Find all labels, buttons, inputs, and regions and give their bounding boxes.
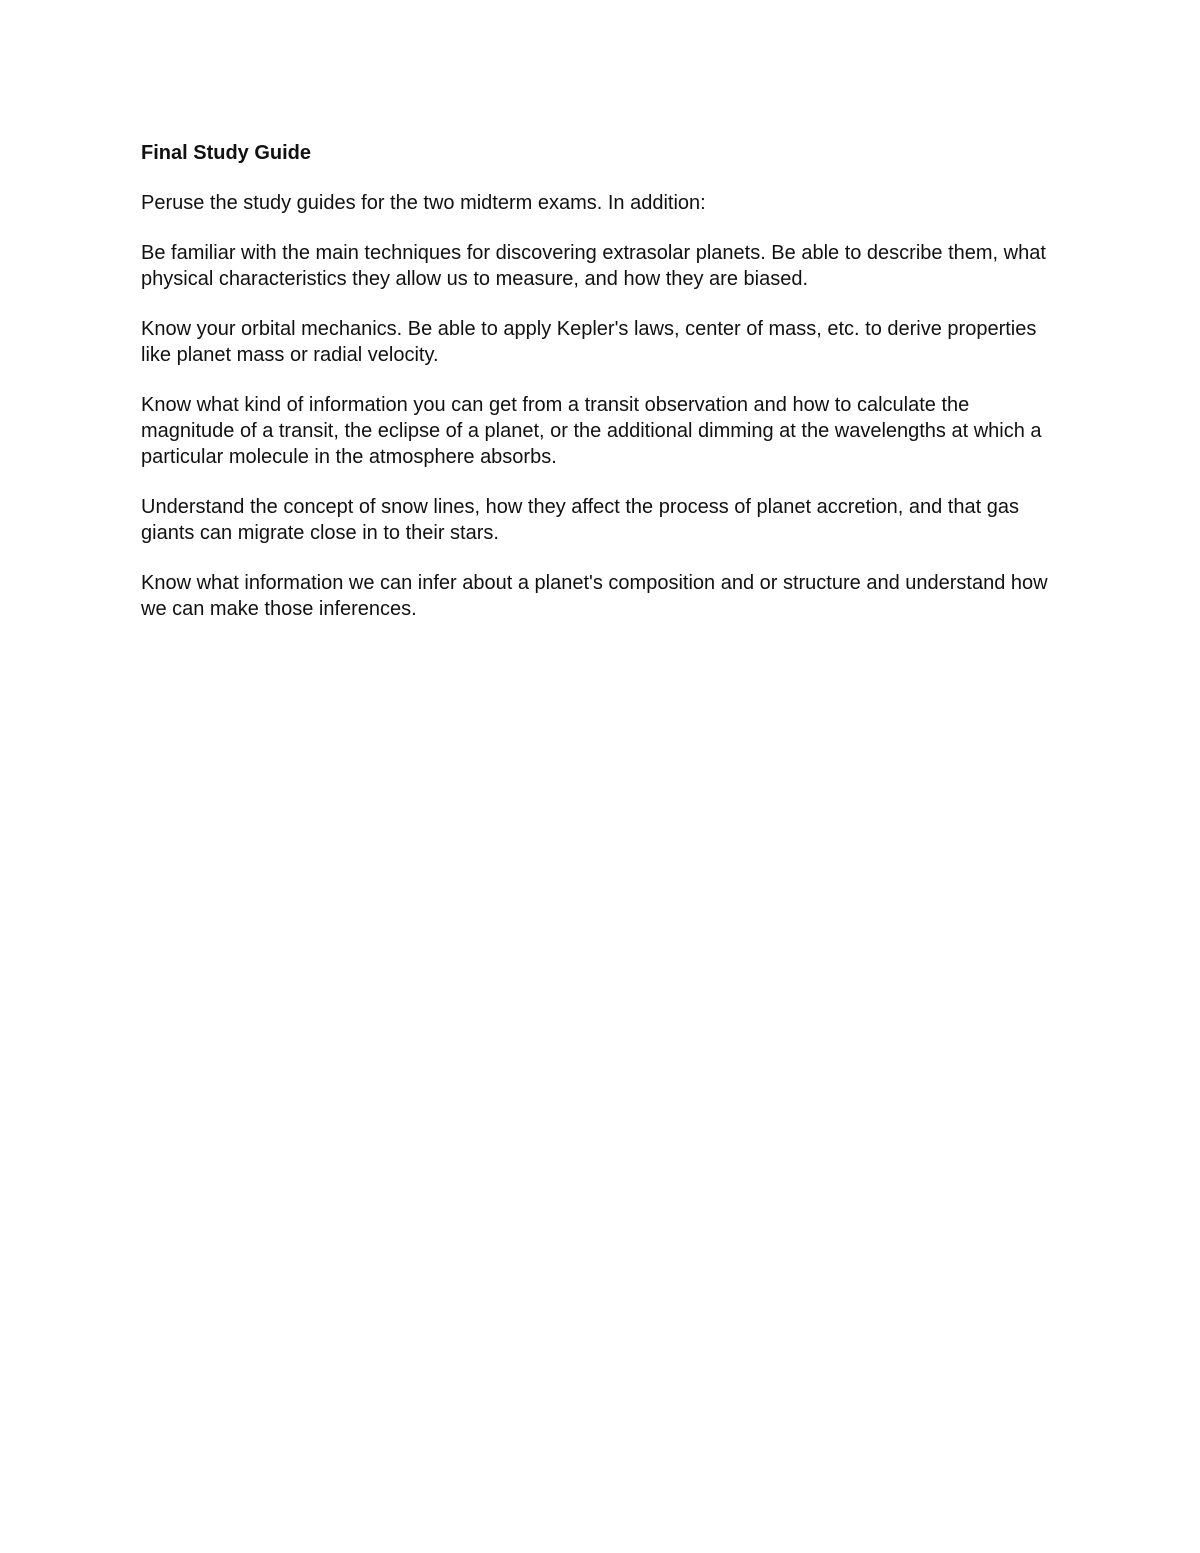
intro-paragraph: Peruse the study guides for the two midterm exams. In addition: xyxy=(141,192,706,214)
paragraph-planet-composition: Know what information we can infer about a planet's composition and or structure and understand how we can make those inferences. xyxy=(141,572,1048,620)
document-body xyxy=(141,140,1061,646)
paragraph-detection-techniques: Be familiar with the main techniques for discovering extrasolar planets. Be able to describe them, what physical characteristics they allow us to measure, and how they are biased. xyxy=(141,242,1046,290)
paragraph-orbital-mechanics: Know your orbital mechanics. Be able to apply Kepler's laws, center of mass, etc. to derive properties like planet mass or radial velocity. xyxy=(141,318,1037,366)
document-title: Final Study Guide xyxy=(141,142,312,164)
paragraph-snow-lines: Understand the concept of snow lines, how they affect the process of planet accretion, and that gas giants can migrate close in to their stars. xyxy=(141,496,1019,544)
paragraph-transit-observations: Know what kind of information you can get from a transit observation and how to calculate the magnitude of a transit, the eclipse of a planet, or the additional dimming at the wavelengths at which a particular molecule in the atmosphere absorbs. xyxy=(141,394,1042,468)
